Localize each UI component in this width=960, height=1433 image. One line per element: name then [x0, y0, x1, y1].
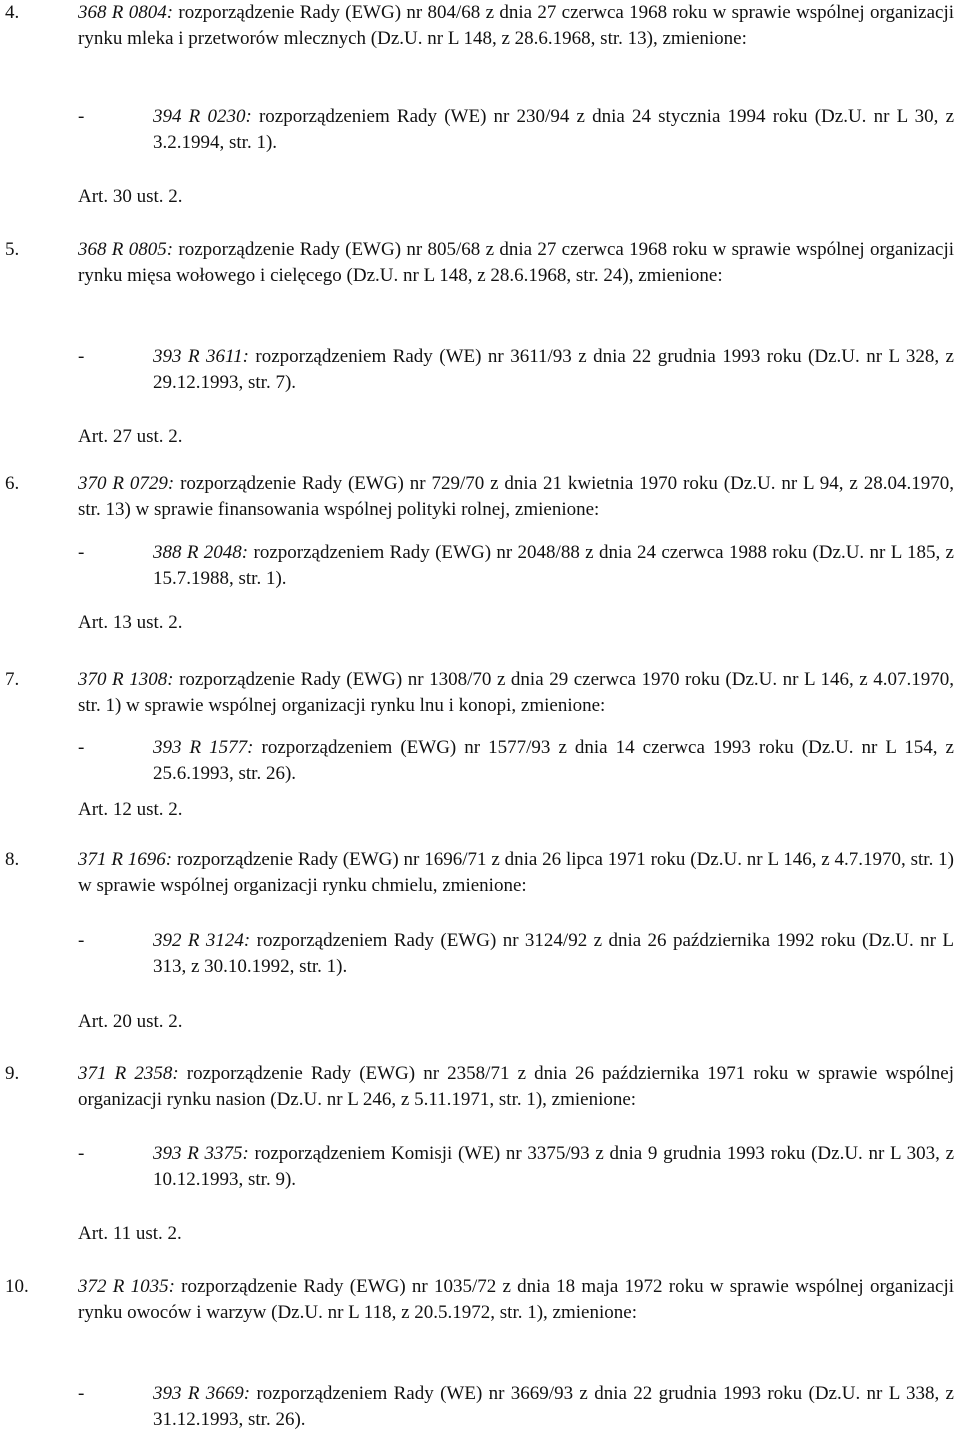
- amendment-code: 388 R 2048:: [153, 542, 249, 563]
- regulation-code: 370 R 1308:: [78, 669, 174, 690]
- regulation-text: [78, 237, 954, 289]
- regulation-text: [78, 847, 954, 899]
- amendment-text: [153, 540, 954, 592]
- amendment-text: [153, 1381, 954, 1433]
- regulation-text: [78, 1274, 954, 1326]
- article-reference: Art. 20 ust. 2.: [78, 1011, 183, 1032]
- item-number: 4.: [5, 2, 20, 23]
- amendment-text: [153, 735, 954, 787]
- regulation-description: rozporządzenie Rady (EWG) nr 1308/70 z dnia 29 czerwca 1970 roku (Dz.U. nr L 146, z 4.07.1970, str. 1) w sprawie wspólnej organizacji rynku lnu i konopi, zmienione:: [78, 669, 954, 716]
- amendment-code: 393 R 1577:: [153, 737, 254, 758]
- regulation-description: rozporządzenie Rady (EWG) nr 804/68 z dnia 27 czerwca 1968 roku w sprawie wspólnej organizacji rynku mleka i przetworów mlecznych (Dz.U. nr L 148, z 28.6.1968, str. 13), zmienione:: [78, 2, 955, 49]
- regulation-code: 368 R 0805:: [78, 239, 174, 260]
- regulation-code: 371 R 1696:: [78, 849, 173, 870]
- regulation-code: 371 R 2358:: [78, 1063, 179, 1084]
- amendment-text: [153, 344, 954, 396]
- amendment-text: [153, 928, 954, 980]
- item-number: 7.: [5, 669, 20, 690]
- article-reference: Art. 11 ust. 2.: [78, 1223, 182, 1244]
- amendment-dash: -: [78, 106, 85, 127]
- amendment-text: [153, 1141, 954, 1193]
- amendment-code: 393 R 3611:: [153, 346, 249, 367]
- amendment-dash: -: [78, 737, 85, 758]
- regulation-description: rozporządzenie Rady (EWG) nr 1035/72 z dnia 18 maja 1972 roku w sprawie wspólnej organizacji rynku owoców i warzyw (Dz.U. nr L 118, z 20.5.1972, str. 1), zmienione:: [78, 1276, 955, 1323]
- amendment-text: [153, 104, 954, 156]
- regulation-description: rozporządzenie Rady (EWG) nr 729/70 z dnia 21 kwietnia 1970 roku (Dz.U. nr L 94, z 28.04.1970, str. 13) w sprawie finansowania wspólnej polityki rolnej, zmienione:: [78, 473, 954, 520]
- item-number: 6.: [5, 473, 20, 494]
- regulation-text: [78, 1061, 954, 1113]
- amendment-dash: -: [78, 542, 85, 563]
- amendment-dash: -: [78, 930, 85, 951]
- amendment-dash: -: [78, 1143, 85, 1164]
- amendment-description: rozporządzeniem Rady (EWG) nr 3124/92 z dnia 26 października 1992 roku (Dz.U. nr L 313, z 30.10.1992, str. 1).: [153, 930, 954, 977]
- article-reference: Art. 30 ust. 2.: [78, 186, 183, 207]
- regulation-text: [78, 667, 954, 719]
- regulation-description: rozporządzenie Rady (EWG) nr 2358/71 z dnia 26 października 1971 roku w sprawie wspólnej organizacji rynku nasion (Dz.U. nr L 246, z 5.11.1971, str. 1), zmienione:: [78, 1063, 954, 1110]
- amendment-description: rozporządzeniem Rady (WE) nr 230/94 z dnia 24 stycznia 1994 roku (Dz.U. nr L 30, z 3.2.1994, str. 1).: [153, 106, 955, 153]
- article-reference: Art. 12 ust. 2.: [78, 799, 183, 820]
- amendment-code: 392 R 3124:: [153, 930, 251, 951]
- amendment-description: rozporządzeniem Rady (EWG) nr 2048/88 z dnia 24 czerwca 1988 roku (Dz.U. nr L 185, z 15.7.1988, str. 1).: [153, 542, 954, 589]
- item-number: 9.: [5, 1063, 20, 1084]
- amendment-description: rozporządzeniem (EWG) nr 1577/93 z dnia 14 czerwca 1993 roku (Dz.U. nr L 154, z 25.6.1993, str. 26).: [153, 737, 954, 784]
- amendment-description: rozporządzeniem Rady (WE) nr 3669/93 z dnia 22 grudnia 1993 roku (Dz.U. nr L 338, z 31.12.1993, str. 26).: [153, 1383, 954, 1430]
- article-reference: Art. 13 ust. 2.: [78, 612, 183, 633]
- article-reference: Art. 27 ust. 2.: [78, 426, 183, 447]
- item-number: 10.: [5, 1276, 29, 1297]
- amendment-code: 393 R 3375:: [153, 1143, 249, 1164]
- regulation-text: [78, 471, 954, 523]
- amendment-description: rozporządzeniem Komisji (WE) nr 3375/93 z dnia 9 grudnia 1993 roku (Dz.U. nr L 303, z 10.12.1993, str. 9).: [153, 1143, 955, 1190]
- regulation-description: rozporządzenie Rady (EWG) nr 805/68 z dnia 27 czerwca 1968 roku w sprawie wspólnej organizacji rynku mięsa wołowego i cielęcego (Dz.U. nr L 148, z 28.6.1968, str. 24), zmienione:: [78, 239, 955, 286]
- amendment-dash: -: [78, 1383, 85, 1404]
- item-number: 5.: [5, 239, 20, 260]
- regulation-code: 370 R 0729:: [78, 473, 175, 494]
- amendment-code: 394 R 0230:: [153, 106, 252, 127]
- amendment-dash: -: [78, 346, 85, 367]
- regulation-code: 372 R 1035:: [78, 1276, 175, 1297]
- amendment-description: rozporządzeniem Rady (WE) nr 3611/93 z dnia 22 grudnia 1993 roku (Dz.U. nr L 328, z 29.12.1993, str. 7).: [153, 346, 954, 393]
- regulation-description: rozporządzenie Rady (EWG) nr 1696/71 z dnia 26 lipca 1971 roku (Dz.U. nr L 146, z 4.7.1970, str. 1) w sprawie wspólnej organizacji rynku chmielu, zmienione:: [78, 849, 955, 896]
- amendment-code: 393 R 3669:: [153, 1383, 251, 1404]
- regulation-text: [78, 0, 954, 52]
- regulation-code: 368 R 0804:: [78, 2, 174, 23]
- item-number: 8.: [5, 849, 20, 870]
